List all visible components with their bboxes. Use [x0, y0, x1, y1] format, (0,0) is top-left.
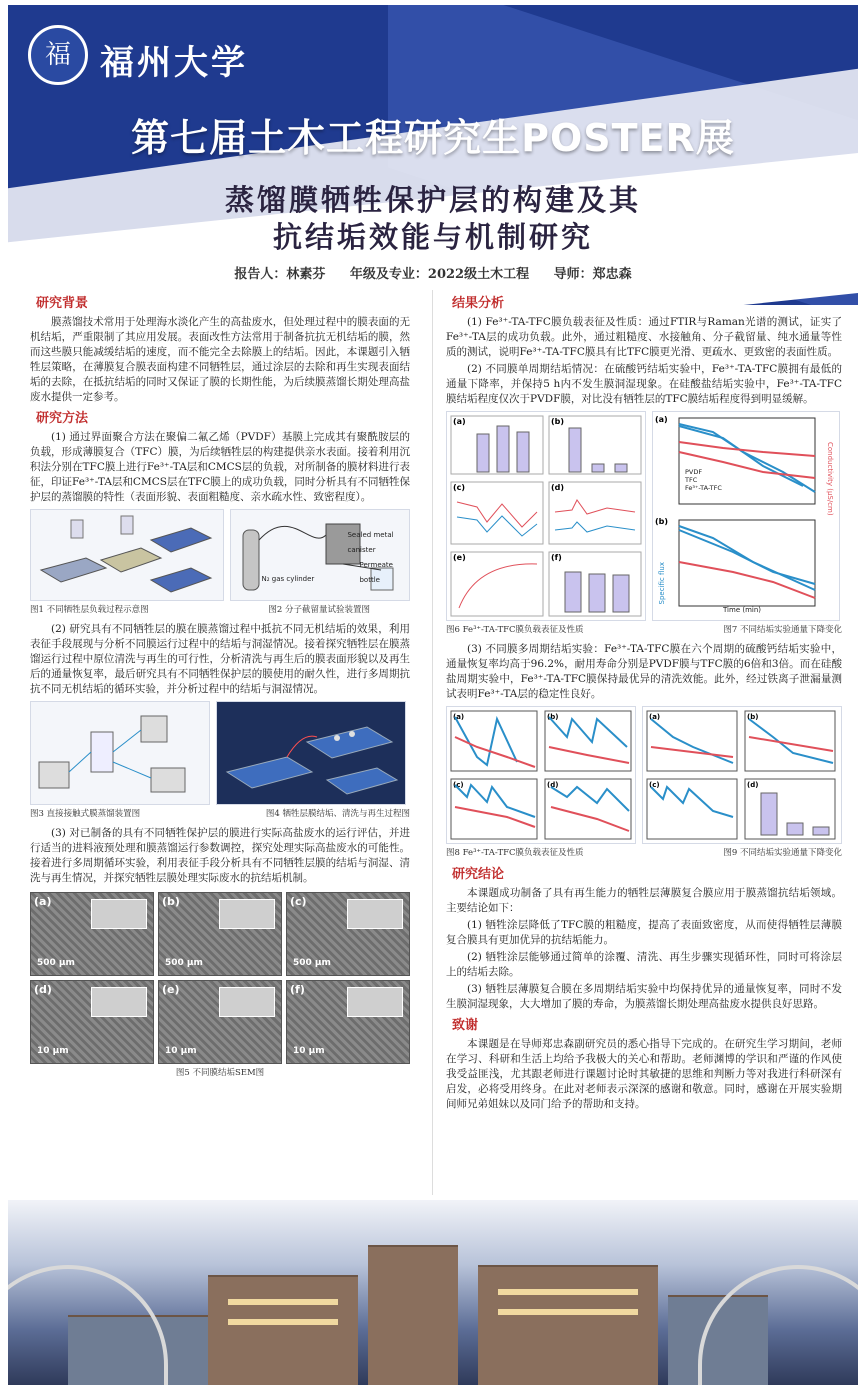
- sem-scale: 500 μm: [37, 958, 75, 968]
- svg-text:(b): (b): [655, 517, 669, 526]
- campus-photo: [8, 1200, 858, 1385]
- section-title-background: 研究背景: [36, 296, 89, 311]
- figure-7-charts: [653, 412, 840, 621]
- svg-text:(c): (c): [453, 781, 464, 789]
- svg-text:(c): (c): [649, 781, 660, 789]
- sem-scale: 500 μm: [293, 958, 331, 968]
- svg-text:(d): (d): [547, 781, 559, 789]
- background-text: 膜蒸馏技术常用于处理海水淡化产生的高盐废水，但处理过程中的膜表面的无机结垢，严重限制了其应用发展。表面改性方法常用于制备抗抗无机结垢的膜，然而这些膜只能减缓结垢的速度，而不能完全去除膜上的结垢。因此，本课题引入牺牲层策略，在薄膜复合膜表面构建不同牺牲层，通过涂层的去除和再生实现表面结垢的去除，在抵抗结垢的同时又保证了膜的长期性能，为后续膜蒸馏长期处理高盐废水提供一定参考。: [30, 316, 410, 403]
- figure-2-caption: 图2 分子截留量试验装置图: [268, 605, 370, 615]
- figure-4: [216, 701, 406, 805]
- sem-panel-label: (c): [290, 895, 307, 908]
- results-paragraph-1: (1) Fe³⁺-TA-TFC膜负载表征及性质：通过FTIR与Raman光谱的测试，证实了Fe³⁺-TA层的成功负载。此外，通过粗糙度、水接触角、分子截留量、纯水通量等性质的测试，说明Fe³⁺-TA-TFC膜具有比TFC膜更光滑、更疏水、更致密的表面性质。: [446, 316, 842, 358]
- figure-8-charts: [447, 707, 636, 844]
- figure-4-process: [217, 702, 406, 805]
- svg-text:(b): (b): [547, 713, 559, 721]
- figure-8-caption: 图8 Fe³⁺-TA-TFC膜负载表征及性质: [446, 848, 584, 858]
- sem-scale: 10 μm: [293, 1046, 325, 1056]
- gas-cylinder-label: N₂ gas cylinder: [261, 575, 315, 583]
- sem-panel: [30, 980, 154, 1064]
- figure-3-dcmd-setup: [31, 702, 210, 805]
- svg-text:(a): (a): [453, 713, 465, 721]
- conclusion-item: (3) 牺牲层薄膜复合膜在多周期结垢实验中均保持优异的通量恢复率，同时不发生膜洞湿现象，大大增加了膜的寿命，为膜蒸馏长期处理高盐废水提供良好思路。: [446, 983, 842, 1010]
- fig7-left-axis-label: Specific flux: [658, 562, 666, 605]
- sem-panel-label: (b): [162, 895, 180, 908]
- poster-header: [8, 5, 858, 305]
- conclusion-item: (1) 牺牲涂层降低了TFC膜的粗糙度，提高了表面致密度，从而使得牺牲层薄膜复合膜具有更加优异的抗结垢能力。: [446, 919, 842, 946]
- figure-1: [30, 509, 224, 601]
- results-paragraph-3: (3) 不同膜多周期结垢实验：Fe³⁺-TA-TFC膜在六个周期的硫酸钙结垢实验中，通量恢复率均高于96.2%，耐用寿命分别是PVDF膜与TFC膜的6倍和3倍。而在硅酸盐周期实验中，Fe³⁺-TA-TFC膜保持最优异的清洗效能。此外，经过铁离子泄漏量测试表明Fe³⁺-TA层的稳定性良好。: [446, 643, 842, 700]
- byline: [8, 263, 858, 282]
- sem-panel: [286, 980, 410, 1064]
- figure-3: [30, 701, 210, 805]
- bottle-label: Permeate bottle: [359, 561, 393, 584]
- svg-text:(a): (a): [453, 417, 466, 426]
- section-title-results: 结果分析: [452, 296, 505, 311]
- figure-6: [446, 411, 646, 621]
- svg-text:(a): (a): [655, 415, 668, 424]
- legend-item: PVDF: [685, 468, 703, 476]
- svg-text:(e): (e): [453, 553, 466, 562]
- fig7-legend: [685, 468, 722, 492]
- svg-text:(b): (b): [551, 417, 565, 426]
- results-paragraph-2: (2) 不同膜单周期结垢情况：在硫酸钙结垢实验中，Fe³⁺-TA-TFC膜拥有最低的通量下降率，并保持5 h内不发生膜洞湿现象。在硅酸盐结垢实验中，Fe³⁺-TA-TFC膜结垢程度仅次于PVDF膜，对比没有牺牲层的TFC膜结垢程度得到明显缓解。: [446, 363, 842, 405]
- grade-major: 年级及专业：2022级土木工程: [349, 267, 530, 282]
- figure-1-schematic: [31, 510, 224, 601]
- poster-title-line2: 抗结垢效能与机制研究: [272, 220, 593, 254]
- figure-4-caption: 图4 牺牲层膜结垢、清洗与再生过程图: [265, 809, 410, 819]
- sem-panel-label: (a): [34, 895, 52, 908]
- section-title-methods: 研究方法: [36, 411, 89, 426]
- methods-paragraph-1: (1) 通过界面聚合方法在聚偏二氟乙烯（PVDF）基膜上完成其有聚酰胺层的负载，形成薄膜复合（TFC）膜，为后续牺牲层的构建提供亲水表面。接着利用沉积法分别在TFC膜上进行Fe³⁺-TA层和CMCS层的负载，对所制备的膜材料进行表征，印证Fe³⁺-TA层和CMCS层在TFC膜上的成功负载，同时分析具有不同牺牲保护层的蒸馏膜的特性（表面形貌、表面粗糙度、亲水疏水性、致密程度）。: [30, 431, 410, 503]
- figure-8: [446, 706, 636, 844]
- methods-paragraph-3: (3) 对已制备的具有不同牺牲保护层的膜进行实际高盐废水的运行评估，并进行适当的进料液预处理和膜蒸馏运行参数调控，探究处理实际高盐废水的可能性。接着进行多周期循环实验，利用表征手段分析具有不同牺牲层膜的结垢与洞湿、清洗与再生情况，并探究牺牲层膜处理实际废水的抗结垢机制。: [30, 827, 410, 884]
- university-logo-icon: 福: [28, 25, 88, 85]
- svg-text:(d): (d): [747, 781, 759, 789]
- advisor: 导师：郑忠森: [553, 267, 632, 282]
- sem-panel-label: (e): [162, 983, 180, 996]
- sem-scale: 10 μm: [37, 1046, 69, 1056]
- sem-panel: [30, 892, 154, 976]
- figure-9-charts: [643, 707, 842, 844]
- right-column: [432, 290, 858, 1187]
- reporter: 报告人：林素芬: [234, 267, 326, 282]
- legend-item: Fe³⁺-TA-TFC: [685, 484, 722, 492]
- poster-title-line1: 蒸馏膜牺牲保护层的构建及其: [224, 183, 641, 217]
- sem-panel: [286, 892, 410, 976]
- thanks-text: 本课题是在导师郑忠森副研究员的悉心指导下完成的。在研究生学习期间，老师在学习、科研和生活上均给予我极大的关心和帮助。老师渊博的学识和严谨的作风使我受益匪浅，尤其跟老师进行课题讨论时其敏捷的思维和判断力等对我进行科研深有启发，必将受用终身。在此对老师表示深深的感谢和敬意。同时，感谢在开展实验期间师兄弟姐妹以及同门给予的帮助和支持。: [446, 1038, 842, 1110]
- conclusion-intro: 本课题成功制备了具有再生能力的牺牲层薄膜复合膜应用于膜蒸馏抗结垢领域。主要结论如下：: [446, 887, 842, 914]
- figure-9-caption: 图9 不同结垢实验通量下降变化: [723, 848, 842, 858]
- figure-7: [652, 411, 840, 621]
- canister-label: Sealed metal canister: [347, 531, 394, 554]
- figure-6-panels: [447, 412, 646, 621]
- sem-panel: [158, 980, 282, 1064]
- svg-text:(f): (f): [551, 553, 562, 562]
- fig7-right-axis-label: Conductivity (μS/cm): [826, 442, 834, 516]
- svg-text:(c): (c): [453, 483, 466, 492]
- university-name: 福州大学: [100, 43, 248, 83]
- conclusion-item: (2) 牺牲涂层能够通过简单的涂覆、清洗、再生步骤实现循环性，同时可将涂层上的结垢去除。: [446, 951, 842, 978]
- figure-6-caption: 图6 Fe³⁺-TA-TFC膜负载表征及性质: [446, 625, 584, 635]
- svg-text:(d): (d): [551, 483, 565, 492]
- legend-item: TFC: [685, 476, 698, 484]
- sem-panel-label: (d): [34, 983, 52, 996]
- sem-panel-label: (f): [290, 983, 305, 996]
- figure-1-caption: 图1 不同牺牲层负载过程示意图: [30, 605, 149, 615]
- figure-2: [230, 509, 410, 601]
- svg-text:(a): (a): [649, 713, 661, 721]
- figure-7-caption: 图7 不同结垢实验通量下降变化: [723, 625, 842, 635]
- sem-scale: 500 μm: [165, 958, 203, 968]
- svg-text:(b): (b): [747, 713, 759, 721]
- event-title: 第七届土木工程研究生POSTER展: [131, 116, 735, 160]
- figure-3-caption: 图3 直接接触式膜蒸馏装置图: [30, 809, 141, 819]
- section-title-conclusion: 研究结论: [452, 867, 505, 882]
- methods-paragraph-2: (2) 研究具有不同牺牲层的膜在膜蒸馏过程中抵抗不同无机结垢的效果，利用表征手段展现与分析不同膜运行过程中的结垢与洞湿情况。接着探究牺牲层在膜蒸馏运行过程中原位清洗与再生的可行性，分析清洗与再生后的膜表面形貌以及再生后的通量恢复率，最后研究具有不同牺牲保护层的膜使用的耐久性，进行多周期抗抗不同无机结垢的循环实验，并分析过程中的结垢与洞湿情况。: [30, 623, 410, 695]
- fig7-x-axis-label: Time (min): [723, 606, 762, 614]
- sem-scale: 10 μm: [165, 1046, 197, 1056]
- section-title-thanks: 致谢: [452, 1018, 479, 1033]
- figure-9: [642, 706, 842, 844]
- sem-panel: [158, 892, 282, 976]
- figure-5-caption: 图5 不同膜结垢SEM图: [175, 1068, 265, 1078]
- figure-5-sem-grid: [30, 892, 410, 1064]
- left-column: [8, 290, 428, 1187]
